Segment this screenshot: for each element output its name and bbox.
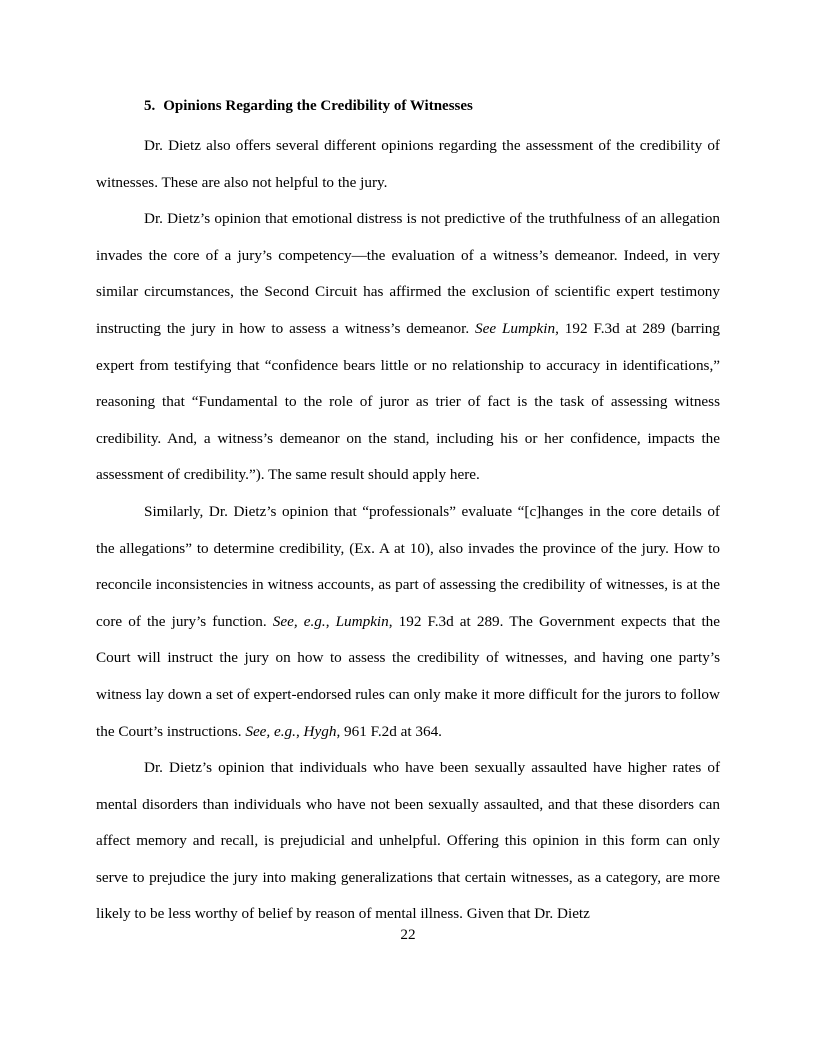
paragraph-3-text-b: , bbox=[325, 612, 336, 630]
section-heading bbox=[144, 96, 473, 116]
paragraph-2-text-b: , 192 F.3d at 289 (barring expert from testifying that “confidence bears little or no relationship to accuracy in identifications,” reasoning that “Fundamental to the role of juror as trier of fact is the task of assessing witness credibility. And, a witness’s demeanor on the stand, including his or her confidence, impacts the assessment of credibility.”). The same result should apply here. bbox=[96, 319, 720, 484]
paragraph-1 bbox=[96, 128, 720, 201]
paragraph-3-text-a: Similarly, Dr. Dietz’s opinion that “professionals” evaluate “[c]hanges in the core details of the allegations” to determine credibility, (Ex. A at 10), also invades the province of the jury. How to reconcile inconsistencies in witness accounts, as part of assessing the credibility of witnesses, is at the core of the jury’s function. bbox=[96, 502, 720, 630]
paragraph-3-text-d: , bbox=[295, 722, 304, 740]
paragraph-3-text-e: , 961 F.2d at 364. bbox=[336, 722, 442, 740]
paragraph-3-text-c: , 192 F.3d at 289. The Government expects that the Court will instruct the jury on how to assess the credibility of witnesses, and having one party’s witness lay down a set of expert-endorsed rules can only make it more difficult for the jurors to follow the Court’s instructions. bbox=[96, 612, 721, 740]
body-text bbox=[96, 128, 720, 933]
paragraph-3 bbox=[96, 494, 720, 750]
citation-signal: See, e.g. bbox=[245, 722, 296, 740]
case-name: Lumpkin bbox=[335, 612, 389, 630]
section-title: Opinions Regarding the Credibility of Witnesses bbox=[163, 98, 473, 114]
paragraph-4 bbox=[96, 750, 720, 933]
paragraph-1-text: Dr. Dietz also offers several different opinions regarding the assessment of the credibility of witnesses. These are also not helpful to the jury. bbox=[96, 137, 720, 191]
citation-signal: See Lumpkin bbox=[475, 319, 556, 337]
citation-signal: See, e.g. bbox=[272, 612, 326, 630]
paragraph-2-text-a: Dr. Dietz’s opinion that emotional distress is not predictive of the truthfulness of an allegation invades the core of a jury’s competency—the evaluation of a witness’s demeanor. Indeed, in very similar circumstances, the Second Circuit has affirmed the exclusion of scientific expert testimony instructing the jury in how to assess a witness’s demeanor. bbox=[96, 210, 720, 337]
page-number: 22 bbox=[400, 926, 416, 943]
paragraph-2 bbox=[96, 201, 720, 494]
case-name: Hygh bbox=[303, 722, 337, 740]
paragraph-4-text: Dr. Dietz’s opinion that individuals who have been sexually assaulted have higher rates of mental disorders than individuals who have not been sexually assaulted, and that these disorders can affect memory and recall, is prejudicial and unhelpful. Offering this opinion in this form can only serve to prejudice the jury into making generalizations that certain witnesses, as a category, are more likely to be less worthy of belief by reason of mental illness. Given that Dr. Dietz bbox=[96, 759, 720, 923]
section-number: 5. bbox=[144, 98, 156, 114]
